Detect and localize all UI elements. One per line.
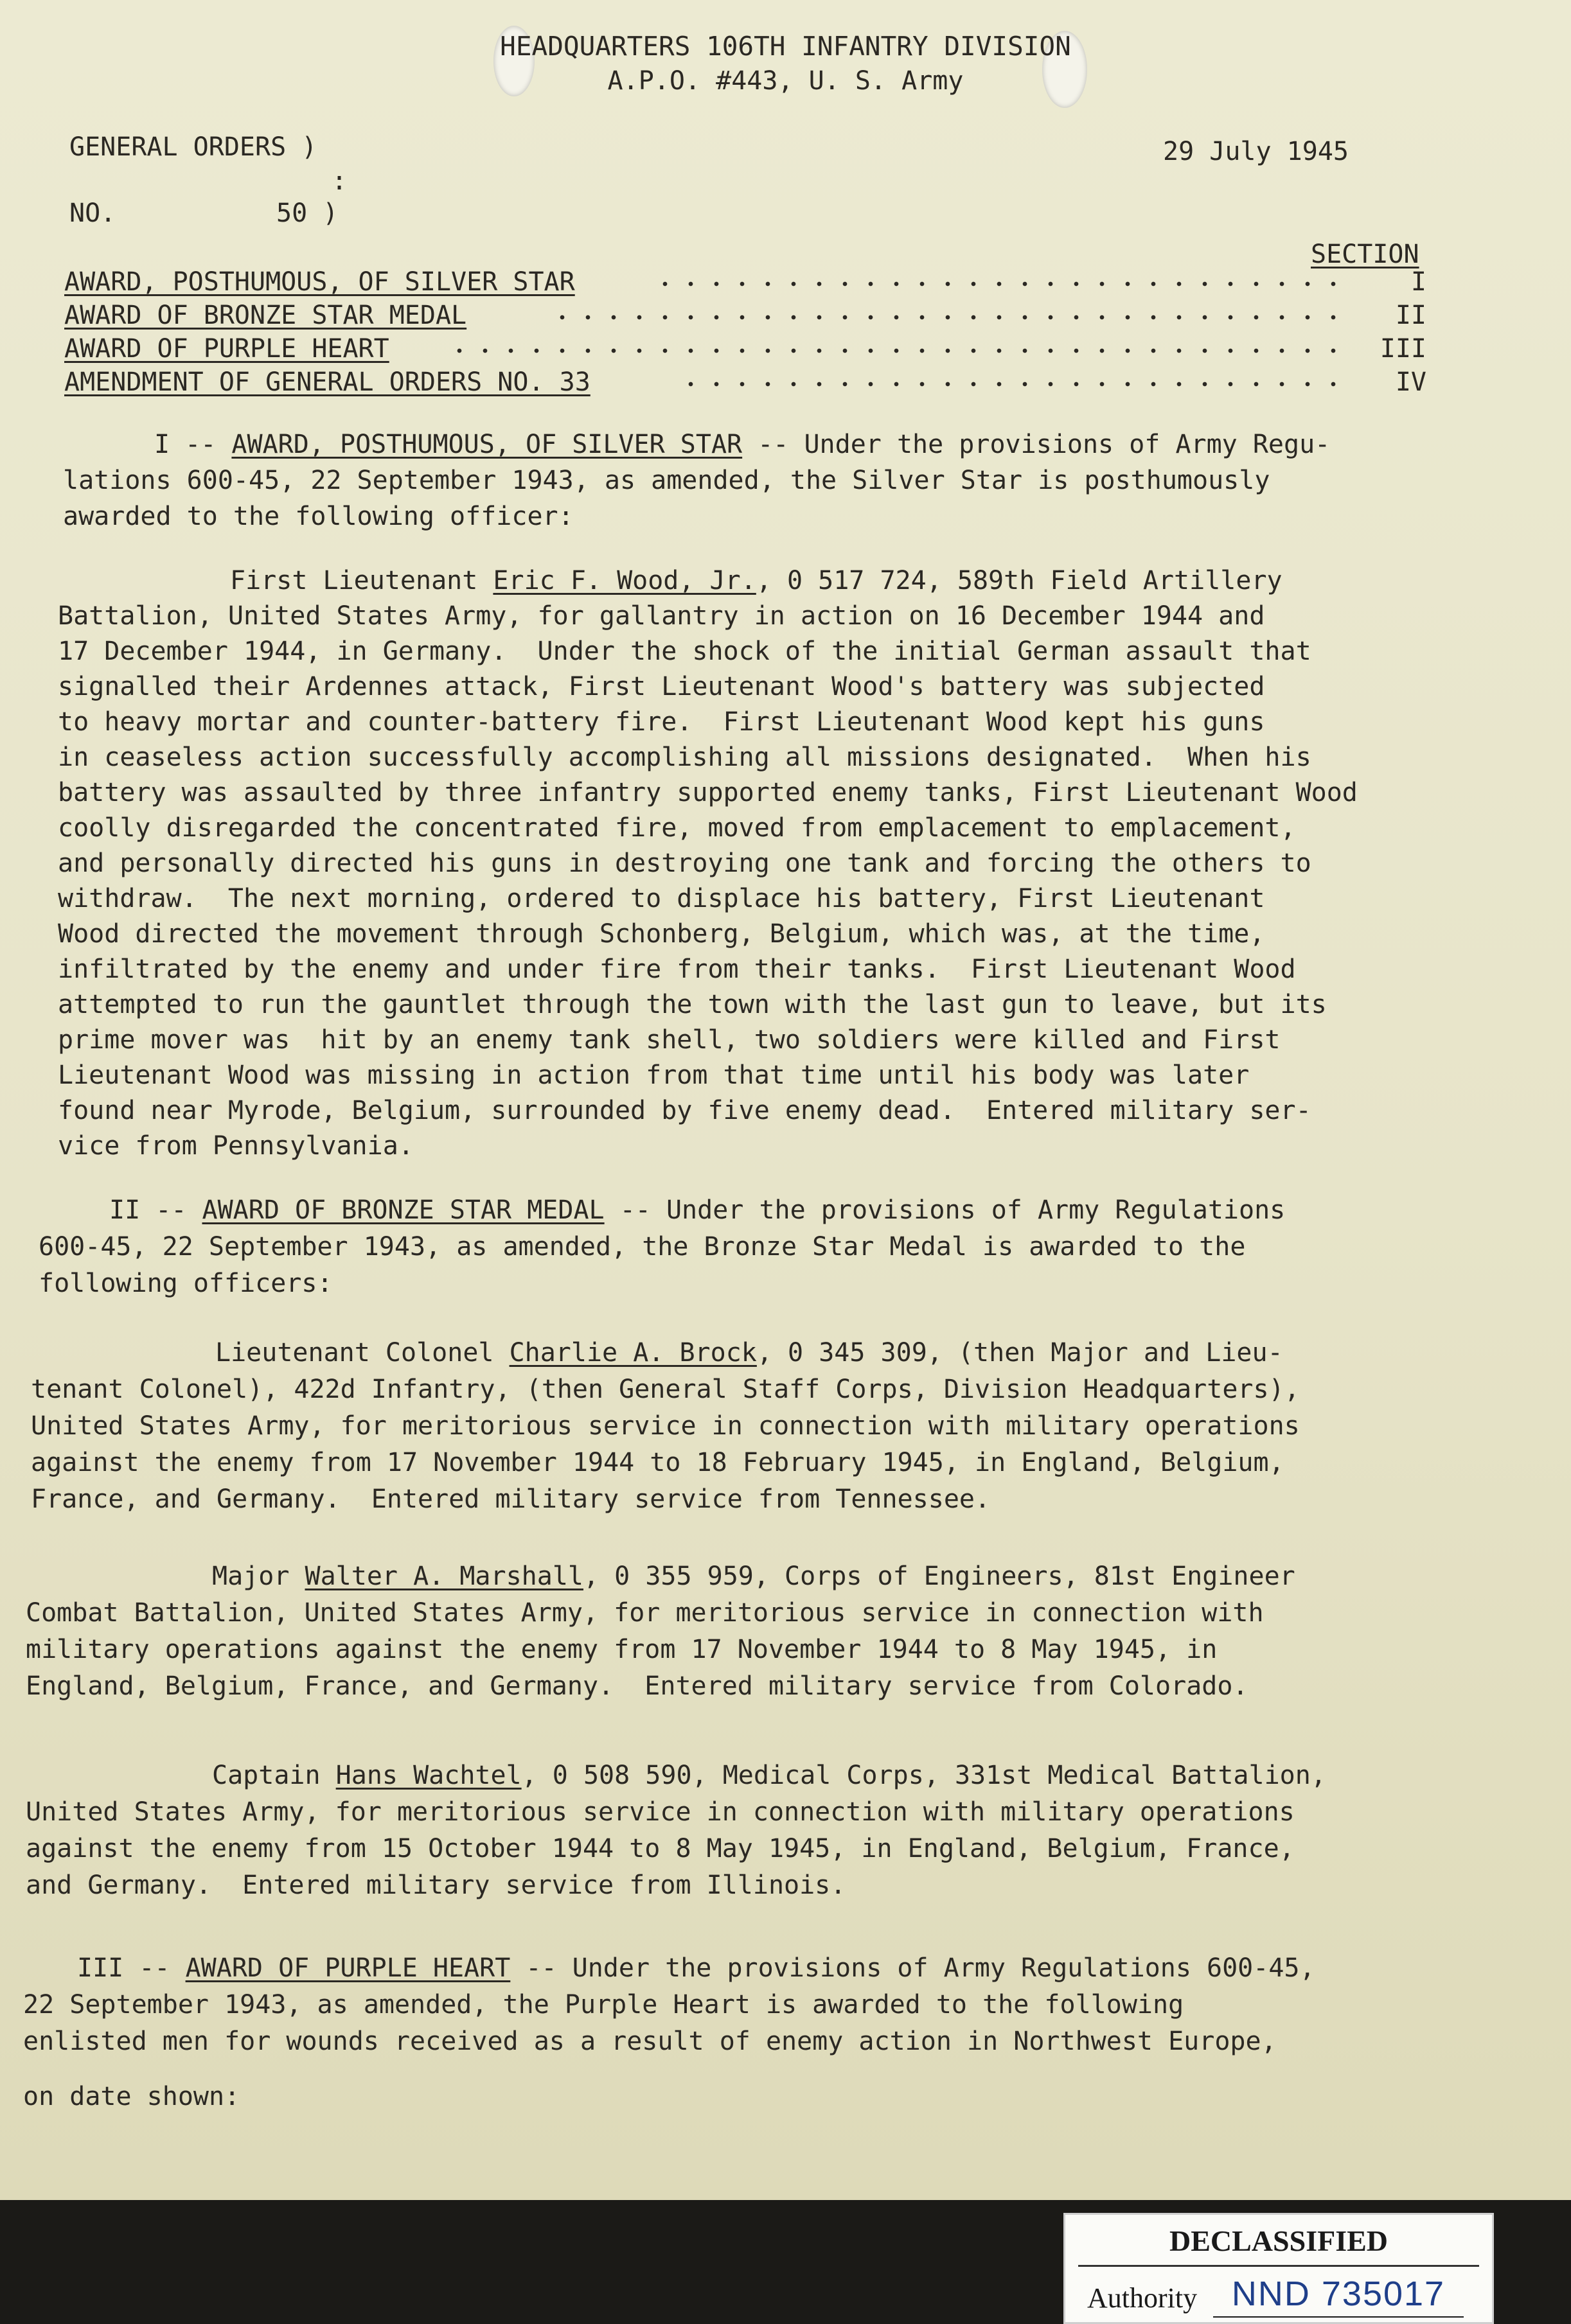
order-number-label: NO. [69, 198, 116, 228]
citation-line: against the enemy from 17 November 1944 to 18 February 1945, in England, Belgium, [31, 1448, 1284, 1477]
citation-line: battery was assaulted by three infantry supported enemy tanks, First Lieutenant Wood [58, 778, 1358, 807]
section-intro-line: following officers: [39, 1269, 333, 1298]
citation-rank: First Lieutenant [230, 566, 493, 595]
section-intro-line: lations 600-45, 22 September 1943, as amended, the Silver Star is posthumously [63, 466, 1270, 495]
citation-line: against the enemy from 15 October 1944 to 8 May 1945, in England, Belgium, France, [26, 1834, 1295, 1863]
citation-first-line [230, 565, 1283, 596]
citation-line: and personally directed his guns in destroying one tank and forcing the others to [58, 849, 1311, 878]
citation-line: found near Myrode, Belgium, surrounded by five enemy dead. Entered military ser- [58, 1096, 1311, 1125]
declassified-stamp [1063, 2213, 1494, 2324]
citation-text: , 0 345 309, (then Major and Lieu- [756, 1338, 1283, 1368]
toc-section-number: I [1410, 267, 1426, 297]
citation-line: attempted to run the gauntlet through the town with the last gun to leave, but its [58, 990, 1327, 1019]
citation-rank: Major [212, 1562, 305, 1591]
order-date: 29 July 1945 [1163, 137, 1349, 166]
toc-title: AWARD OF BRONZE STAR MEDAL [64, 301, 467, 330]
citation-line: infiltrated by the enemy and under fire from their tanks. First Lieutenant Wood [58, 955, 1296, 984]
section-prefix: III -- [77, 1953, 186, 1983]
section-prefix: I -- [154, 430, 232, 459]
citation-line: 17 December 1944, in Germany. Under the shock of the initial German assault that [58, 637, 1311, 666]
citation-line: Battalion, United States Army, for gallantry in action on 16 December 1944 and [58, 601, 1265, 631]
stamp-authority-label: Authority [1087, 2282, 1198, 2314]
section-intro-text: -- Under the provisions of Army Regulations 600-45, [510, 1953, 1315, 1983]
citation-line: Lieutenant Wood was missing in action from that time until his body was later [58, 1061, 1250, 1090]
citation-rank: Captain [212, 1761, 336, 1790]
awardee-name: Hans Wachtel [335, 1761, 522, 1790]
toc-section-heading: SECTION [1311, 240, 1419, 269]
toc-leader [447, 348, 1353, 353]
citation-line: and Germany. Entered military service from Illinois. [26, 1871, 846, 1900]
citation-rank: Lieutenant Colonel [215, 1338, 510, 1368]
toc-section-number: III [1380, 334, 1426, 364]
citation-line: withdraw. The next morning, ordered to displace his battery, First Lieutenant [58, 884, 1265, 913]
citation-line: England, Belgium, France, and Germany. Entered military service from Colorado. [26, 1671, 1248, 1701]
section-intro-text: -- Under the provisions of Army Regu- [742, 430, 1331, 459]
section-three-intro-first-line [77, 1953, 1315, 1984]
header-apo: A.P.O. #443, U. S. Army [607, 66, 964, 96]
citation-line: signalled their Ardennes attack, First Lieutenant Wood's battery was subjected [58, 672, 1265, 701]
stamp-divider [1078, 2265, 1479, 2267]
section-intro-line: 22 September 1943, as amended, the Purple Heart is awarded to the following [23, 1990, 1184, 2020]
section-intro-line: awarded to the following officer: [63, 502, 574, 531]
awardee-name: Charlie A. Brock [509, 1338, 757, 1368]
citation-line: tenant Colonel), 422d Infantry, (then General Staff Corps, Division Headquarters), [31, 1375, 1300, 1404]
citation-line: to heavy mortar and counter-battery fire. First Lieutenant Wood kept his guns [58, 707, 1265, 737]
toc-leader [678, 382, 1353, 387]
citation-first-line [212, 1561, 1295, 1592]
citation-text: , 0 355 959, Corps of Engineers, 81st Engineer [583, 1562, 1295, 1591]
citation-line: military operations against the enemy from 17 November 1944 to 8 May 1945, in [26, 1635, 1218, 1664]
section-heading: AWARD OF BRONZE STAR MEDAL [202, 1195, 605, 1225]
section-heading: AWARD OF PURPLE HEART [185, 1953, 511, 1983]
citation-line: Wood directed the movement through Schonberg, Belgium, which was, at the time, [58, 919, 1265, 949]
section-intro-line: on date shown: [23, 2082, 240, 2111]
order-number: 50 ) [276, 198, 339, 228]
citation-first-line [212, 1760, 1326, 1791]
citation-line: in ceaseless action successfully accomplishing all missions designated. When his [58, 743, 1311, 772]
citation-line: vice from Pennsylvania. [58, 1131, 414, 1161]
toc-leader [549, 315, 1353, 320]
citation-first-line [215, 1337, 1283, 1368]
toc-title: AMENDMENT OF GENERAL ORDERS NO. 33 [64, 367, 590, 397]
section-two-intro-first-line [109, 1195, 1285, 1226]
awardee-name: Eric F. Wood, Jr. [493, 566, 756, 595]
stamp-title: DECLASSIFIED [1169, 2224, 1388, 2257]
section-one-intro-first-line [154, 429, 1330, 460]
citation-line: United States Army, for meritorious service in connection with military operations [26, 1797, 1295, 1827]
toc-title: AWARD, POSTHUMOUS, OF SILVER STAR [64, 267, 575, 297]
section-prefix: II -- [109, 1195, 202, 1225]
toc-section-number: II [1395, 301, 1426, 330]
toc-section-number: IV [1395, 367, 1426, 397]
toc-title: AWARD OF PURPLE HEART [64, 334, 389, 364]
section-heading: AWARD, POSTHUMOUS, OF SILVER STAR [231, 430, 743, 459]
stamp-signature-line [1213, 2316, 1464, 2318]
awardee-name: Walter A. Marshall [305, 1562, 583, 1591]
section-intro-text: -- Under the provisions of Army Regulations [604, 1195, 1286, 1225]
citation-line: France, and Germany. Entered military service from Tennessee. [31, 1484, 991, 1514]
section-intro-line: enlisted men for wounds received as a result of enemy action in Northwest Europe, [23, 2027, 1277, 2056]
citation-line: coolly disregarded the concentrated fire, moved from emplacement to emplacement, [58, 813, 1296, 843]
citation-line: United States Army, for meritorious service in connection with military operations [31, 1411, 1300, 1441]
citation-line: prime mover was hit by an enemy tank shell, two soldiers were killed and First [58, 1025, 1281, 1055]
citation-line: Combat Battalion, United States Army, for meritorious service in connection with [26, 1598, 1264, 1628]
citation-text: , 0 508 590, Medical Corps, 331st Medical Battalion, [521, 1761, 1326, 1790]
section-intro-line: 600-45, 22 September 1943, as amended, the Bronze Star Medal is awarded to the [39, 1232, 1246, 1262]
header-title: HEADQUARTERS 106TH INFANTRY DIVISION [500, 31, 1071, 62]
general-orders-label: GENERAL ORDERS ) [69, 132, 317, 162]
toc-leader [652, 281, 1353, 286]
orders-colon: : [332, 166, 348, 196]
citation-text: , 0 517 724, 589th Field Artillery [756, 566, 1283, 595]
stamp-authority-value: NND 735017 [1231, 2275, 1446, 2313]
